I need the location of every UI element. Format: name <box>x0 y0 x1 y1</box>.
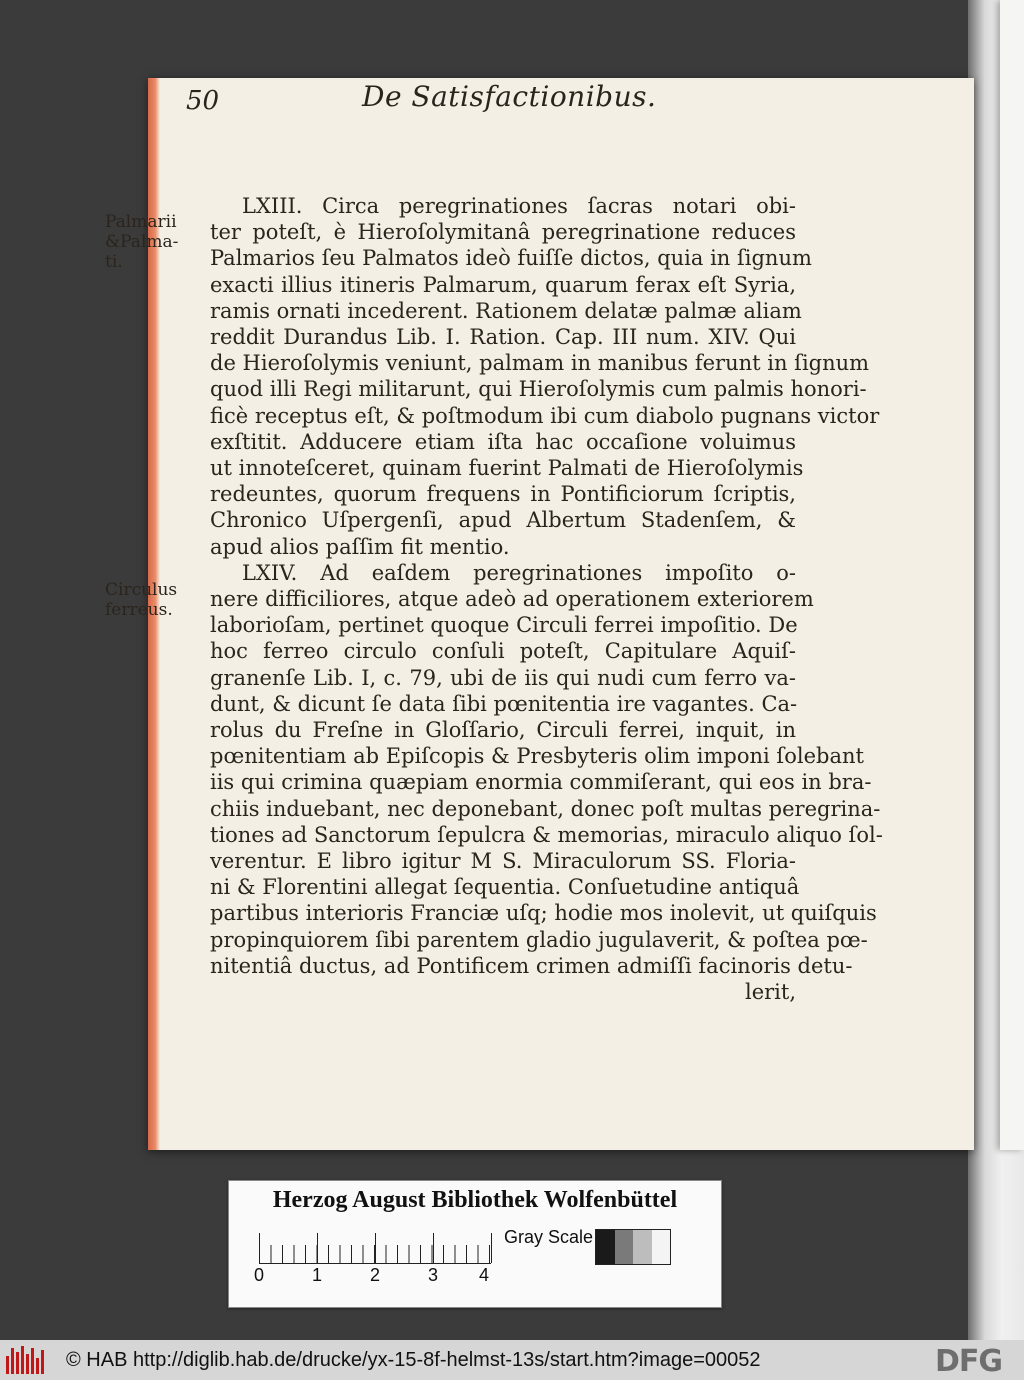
text-line: redeuntes, quorum frequens in Pontificiorum ſcriptis, <box>210 482 796 507</box>
dfg-logo: DFG <box>935 1344 1003 1379</box>
text-line: granenſe Lib. I, c. 79, ubi de iis qui nudi cum ferro va- <box>210 665 796 690</box>
text-line: dunt, & dicunt ſe data ſibi pœnitentia ire vagantes. Ca- <box>210 691 798 716</box>
ruler-number: 3 <box>428 1265 439 1285</box>
marginal-note-palmarii: Palmarii &Palma- ti. <box>105 212 179 272</box>
ruler-major-tick <box>491 1233 492 1263</box>
text-line: laborioſam, pertinet quoque Circuli ferrei impoſitio. De <box>210 613 798 638</box>
text-line: apud alios paſſim fit mentio. <box>210 534 510 559</box>
text-line: exacti illius itineris Palmarum, quarum ferax eſt Syria, <box>210 272 796 297</box>
text-line: exſtitit. Adducere etiam iſta hac occaſione voluimus <box>210 429 796 454</box>
text-line: nere difficiliores, atque adeò ad operationem exteriorem <box>210 587 814 611</box>
text-line: ficè receptus eſt, & poſtmodum ibi cum diabolo pugnans victor <box>210 403 880 428</box>
page-folio: 50 <box>186 86 220 116</box>
ruler-number: 1 <box>312 1265 323 1285</box>
ruler-major-tick <box>433 1233 434 1263</box>
text-line: ter poteſt, è Hieroſolymitanâ peregrinatione reduces <box>210 220 796 245</box>
ruler-number: 2 <box>370 1265 381 1285</box>
ruler-number: 0 <box>254 1265 265 1285</box>
text-line: hoc ferreo circulo conſuli poteſt, Capitulare Aquiſ- <box>210 639 796 664</box>
card-title: Herzog August Bibliothek Wolfenbüttel <box>272 1187 678 1213</box>
text-line: nitentiâ ductus, ad Pontificem crimen admiſſi facinoris detu- <box>210 953 853 978</box>
text-line: rolus du Freſne in Gloſſario, Circuli ferrei, inquit, in <box>210 718 796 742</box>
ruler-major-tick <box>375 1233 376 1263</box>
hab-barcode-icon <box>6 1346 46 1374</box>
footer-url-link[interactable]: © HAB http://diglib.hab.de/drucke/yx-15-8f-helmst-13s/start.htm?image=00052 <box>66 1349 761 1371</box>
ruler-major-tick <box>259 1233 260 1263</box>
text-line: iis qui crimina quæpiam enormia commiſerant, qui eos in bra- <box>210 770 872 795</box>
running-title: De Satisfactionibus. <box>362 80 657 113</box>
text-line: Palmarios ſeu Palmatos ideò fuiſſe dictos, quia in ſignum <box>210 246 812 271</box>
gray-swatch <box>615 1230 634 1264</box>
gray-scale-swatches <box>595 1229 671 1265</box>
text-line: quod illi Regi militarunt, qui Hieroſolymis cum palmis honori- <box>210 377 867 402</box>
adjacent-page-edge <box>1000 0 1024 1150</box>
gray-scale-label: Gray Scale <box>504 1227 594 1247</box>
ruler-major-tick <box>317 1233 318 1263</box>
footer-bar <box>0 1340 1024 1380</box>
gray-swatch <box>596 1230 615 1264</box>
text-line: ut innoteſceret, quinam fuerint Palmati de Hieroſolymis <box>210 456 804 480</box>
gray-swatch <box>633 1230 652 1264</box>
text-line: ni & Florentini allegat ſequentia. Conſuetudine antiquâ <box>210 875 800 900</box>
ruler-number: 4 <box>479 1265 490 1285</box>
marginal-note-circulus: Circulus ferreus. <box>105 580 178 620</box>
color-calibration-card <box>228 1180 722 1308</box>
text-line: propinquiorem ſibi parentem gladio jugulaverit, & poſtea pœ- <box>210 927 868 952</box>
text-line: partibus interioris Franciæ uſq; hodie mos inolevit, ut quiſquis <box>210 901 877 926</box>
text-line: LXIII. Circa peregrinationes ſacras notari obi- <box>242 194 796 218</box>
text-line: lerit, <box>744 980 796 1004</box>
text-line: tiones ad Sanctorum ſepulcra & memorias, miraculo aliquo ſol- <box>210 822 883 847</box>
gray-swatch <box>652 1230 671 1264</box>
text-line: de Hieroſolymis veniunt, palmam in manibus ferunt in ſignum <box>210 351 870 376</box>
text-line: pœnitentiam ab Epiſcopis & Presbyteris olim imponi ſolebant <box>210 744 864 769</box>
text-line: ramis ornati incederent. Rationem delatæ palmæ aliam <box>210 298 802 323</box>
text-line: chiis induebant, nec deponebant, donec poſt multas peregrina- <box>210 796 881 821</box>
text-line: Chronico Uſpergenſi, apud Albertum Stadenſem, & <box>210 508 796 533</box>
text-line: verentur. E libro igitur M S. Miraculorum SS. Floria- <box>210 849 796 873</box>
text-line: LXIV. Ad eaſdem peregrinationes impoſito o- <box>242 560 796 585</box>
text-line: reddit Durandus Lib. I. Ration. Cap. III num. XIV. Qui <box>210 325 796 349</box>
